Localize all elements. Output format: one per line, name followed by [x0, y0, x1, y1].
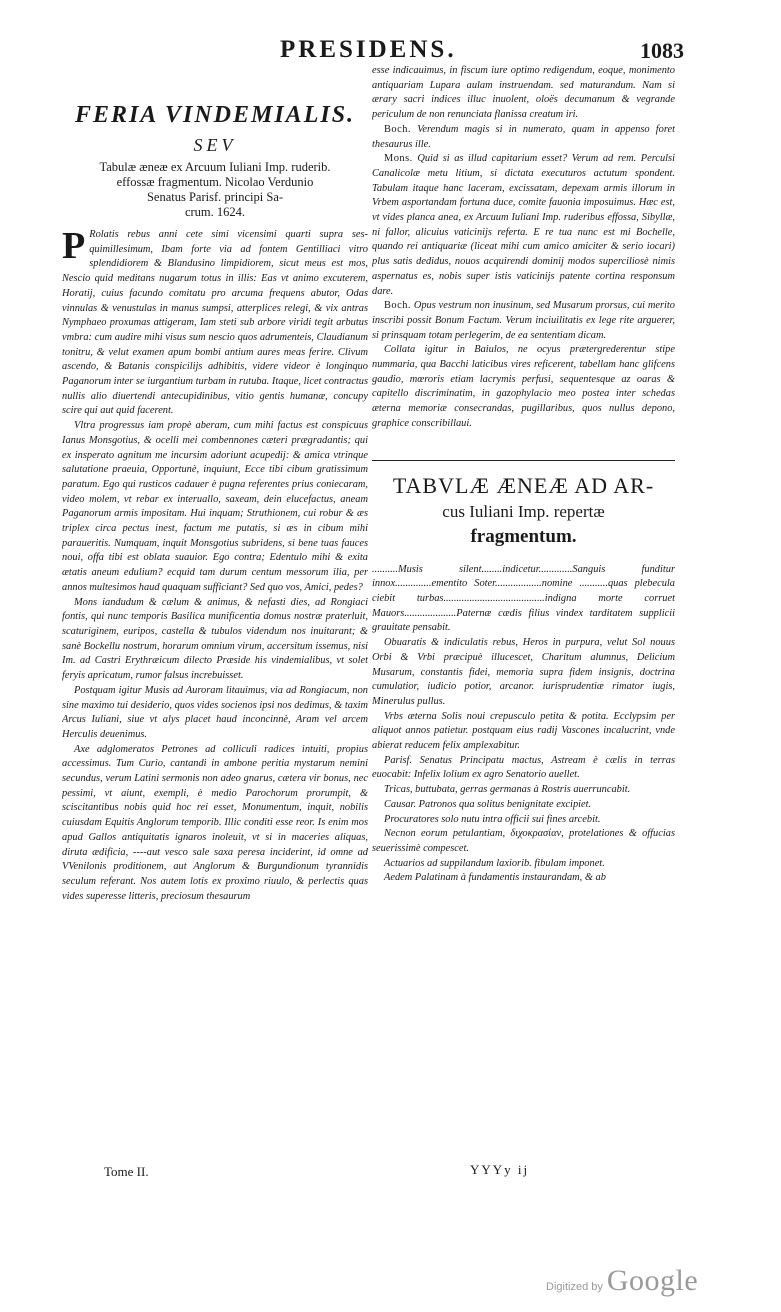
dedication-line: effossæ fragmentum. Nicolao Verdunio — [116, 175, 314, 189]
speech-text: Verendum magis si in numerato, quam in appenso foret thesaurus ille. — [372, 123, 675, 150]
fragment-line: Vrbs æterna Solis noui crepusculo petita & potita. Ecclypsim per aliquot annos patietur. postquam eius radij Vascones incalucrint, vnde abierat reducem felix amplexabitur. — [372, 710, 675, 752]
google-watermark — [546, 1264, 698, 1298]
fragment-text — [372, 563, 675, 886]
tablet-title-line-2: cus Iuliani Imp. repertæ — [442, 501, 605, 521]
paragraph: esse indicauimus, in fiscum iure optimo redigendum, eoque, monimento antiquariam Lupara aulam instruendam. sed maturandum. Nam si ærary sacri indices illuc inuolent, oloës decumanum & vegrande periculum de non renunciata flanissa creatum iri. — [372, 65, 675, 121]
watermark-prefix: Digitized by — [546, 1281, 603, 1293]
dedication-line: Senatus Parisf. principi Sa- — [146, 190, 284, 204]
signature-mark: YYYy ij — [470, 1162, 530, 1177]
tablet-title-line-3: fragmentum. — [470, 525, 577, 547]
paragraph — [62, 225, 368, 419]
section-subtitle: SEV — [193, 135, 237, 155]
running-head: PRESIDENS. — [280, 36, 457, 63]
right-column — [372, 64, 675, 1184]
dialogue-line — [372, 123, 675, 152]
speech-text: Quid si as illud capitarium esset? Verum ad rem. Perculsi Canalicolæ metu litium, si dictata executuros actutum spondent. Tabulam itaque hanc laceram, excissatam, depexam armis illorum in Vrbem asportandam fortuna duce, comite fauonia imposuimus. Hæc est, vt vides planca anea, ex Arcuum Iuliani Imp. ruderibus effossa, Sibyllæ, ni fallor, alicuius vaticinijs referta. E re tua nunc est mi Bochelle, quando rei antiquariæ (liceat mihi cum amico amiciter & serio iocari) plus satis dedidus, nouos acquirendi dominij modos superciliosè nimis aspernatus es, nobis super istis vaticinijs patente cortina responsum dare. — [372, 153, 675, 297]
left-prose — [62, 225, 368, 904]
section-title: FERIA VINDEMIALIS. — [74, 102, 356, 128]
google-logo: Google — [606, 1264, 699, 1297]
right-prose — [372, 64, 675, 432]
paragraph-text: Rolatis rebus anni cete simi vicensimi quarti supra ses-quimillesimum, Ibam forte via ad fontem Gentilliaci vitro splendidiorem & Blandusino limpidiorem, sicut meus est mos, Nescio quid meditans nugarum totus in illis: Eas vt animo excuterem, Horatij, cuius facundo comitatu pro arcuma frequens abutor, Odas vinnulas & venustulas in manus sumpsi, atterplices relegi, & vix antras Nymphaeo proxumas attigeram, Iam steti sub arbore viridi tegit arbutus vmbra: cum audire mihi visus sum nescio quos adrumenteis, Claudianum tonitru, & velut examen apum bombi antium aures meas ferire. Clivum ascendo, & Batanis conspicilijs adhibitis, videre videor è longinquo Paganorum inter se iurgantium turbam in rutuba. Itaque, licet contractus nullis alio diuertendi antecupidinibus, vitio gentis humanæ, concupy scire qui aut quid facerent. — [62, 229, 368, 417]
fragment-line: Procuratores solo nutu intra officii sui fines arcebit. — [384, 813, 601, 825]
dedication-line: Tabulæ æneæ ex Arcuum Iuliani Imp. ruderib. — [99, 160, 331, 174]
fragment-line: Actuarios ad suppilandum laxiorib. fibulam imponet. — [384, 857, 605, 869]
section-divider — [372, 460, 675, 461]
paragraph: Mons iandudum & cælum & animus, & nefasti dies, ad Rongiaci fontis, qui nunc temporis Basilica munificentia domus nostræ praterluit, scaturiginem, euripos, castella & tubulos videndum nos inuitarant; & sanè Bockellu nostrum, horarum omnium virum, accersitum issemus, nisi Im. ad Castri Erythræicum dilecto Præside his vindemialibus, vt solet feryis apricatum, rumor falsus increbuisset. — [62, 596, 368, 682]
fragment-line: Causar. Patronos qua solitus benignitate excipiet. — [384, 798, 592, 810]
speech-text: Opus vestrum non inusinum, sed Musarum prorsus, cui merito inscribi possit Bonum Factum. Verum inciuilitatis ex lege rite arguerer, si prinsquam totam perlegerim, de ea sententiam dicam. — [372, 300, 675, 341]
fragment-line: Aedem Palatinam à fundamentis instaurandam, & ab — [384, 872, 606, 884]
fragment-line: Necnon eorum petulantiam, διχοκρασίαν, protelationes & offucias seuerissimè compescet. — [372, 828, 675, 854]
speaker-name: Mons. — [384, 153, 413, 165]
speaker-name: Boch. — [384, 123, 412, 135]
dialogue-line — [372, 152, 675, 299]
left-column — [62, 64, 368, 1184]
tablet-title: TABVLÆ ÆNEÆ AD AR- — [392, 472, 655, 498]
fragment-line: Obuaratis & indiculatis rebus, Heros in purpura, velut Sol nouus Orbi & Vrbi præcipuè illucescet, Charitum alumnus, Delicium Musarum, constantis fidei, memoria supra fidem insignis, doctrina cumulatior, iudicio potior, arcanor. iurisprudentiæ rimator iugis, Minerulus pullus. — [372, 637, 675, 707]
fragment-line: ..........Musis silent........indicetur.............Sanguis funditur innox..............ementito Soter..................nomine ...........quas plebecula ciebit turbas.......................................indigna morte corruet Mauors....................Paternæ cædis filius vindex tarditatem supplicii grauitate pensabit. — [372, 563, 675, 634]
paragraph: Collata igitur in Baiulos, ne ocyus prætergrederentur stipe nummaria, qua Bacchi laticibus vires reficerent, tabellam hanc glifcens gaudio, mœroris etiam lacrymis perfusi, sequentesque az oaras & capitello discriminatim, in gazophylacio meo postea inter schedas æterna memoriæ consecrandas, pugillaribus, quos nullus depono, graphice conscribillaui. — [372, 344, 675, 429]
volume-label: Tome II. — [104, 1164, 149, 1179]
dialogue-line — [372, 299, 675, 343]
speaker-name: Boch. — [384, 300, 412, 312]
page-number: 1083 — [640, 38, 684, 63]
paragraph: Postquam igitur Musis ad Auroram litauimus, via ad Rongiacum, non sine maximo tui desiderio, quos vides socienos ipsi nos dedimus, & taxim Arcus Iuliani, siue vt alys placet haud inconcinnè, Aram vel arcem Herculis deuenimus. — [62, 684, 368, 740]
fragment-line: Parisf. Senatus Principatu mactus, Astream è cælis in terras euocabit: Infelix lolium ex agro Senatorio auellet. — [372, 754, 675, 781]
dedication — [74, 160, 356, 220]
paragraph: Axe adglomeratos Petrones ad colliculi radices intuiti, propius accessimus. Tum Curio, cantandi in ambone peritia mystarum nemini secundus, verum Latini sermonis non adeo gnarus, cætera vir bonus, nec pessimi, vt aiunt, exempli, è medio Parochorum prorumpit, & sciscitantibus nobis quid hoc rei esset, Monumentum, inquit, nobilis cuiusdam Equitis Anglorum temporib. Illic conditi esse reor. Is enim mos apud Gallos antiquitatis ignaros inoleuit, vt si in maceries aliquas, diruta ædificia, ----aut vesco sale saxa peresa inciderint, id omne ad VVenilonis proditionem, aut Anglorum & Burgundionum tyrannidis seculum referant. Nos autem lotis ex proximo riuulo, & perlectis quas vides superesse litteris, preciosum thesaurum — [62, 743, 368, 902]
fragment-line: Tricas, buttubata, gerras germanas à Rostris auerruncabit. — [384, 784, 631, 796]
drop-cap: P — [62, 225, 86, 267]
paragraph: Vltra progressus iam propè aberam, cum mihi factus est conspicuus Ianus Monsgotius, & ocelli mei combennones cæteri prægradantis; qui ex insperato agnitum me incursim adoriunt acupedij: & amica vtrinque salutatione praeuia, Opportunè, inquiunt, Ecce tibi cibum gratissimum paratum. Ego qui rusticos cadauer è pugna referentes prius coniecaram, video molem, vt rebar ex interuallo, saxeam, dein elucefactus, aneam Paganorum armis impositam. Hui inquam; Struthionem, cui robur & æs triplex circa pectus inest, factum me putatis, si æs in cibum mihi paraueritis. Numquam, inquit Monsgotius subridens, si bene tuas fauces noui, offa tibi est oblata suauior. Ego contra; Edentulo mihi & exita ætatis aneum edulium? ecquid tam durum centum messorum ilia, per annos multesimos haud quaquam sufficiant? Sed quo vos, Amici, pedes? — [62, 420, 368, 593]
dedication-line: crum. 1624. — [184, 205, 246, 219]
